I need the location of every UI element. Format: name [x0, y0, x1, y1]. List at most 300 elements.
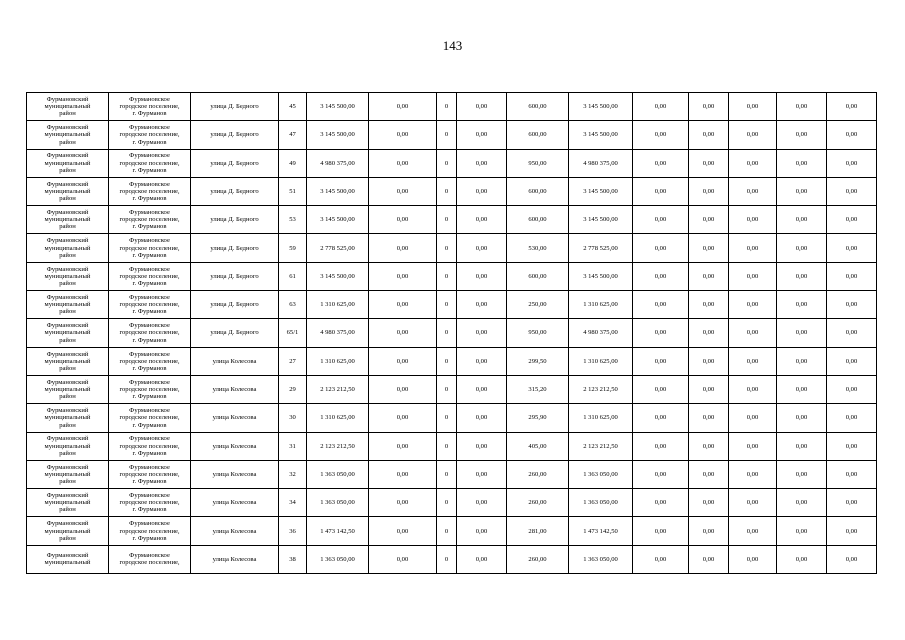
value-cell: 950,00	[507, 149, 569, 177]
settlement-text: городское поселение,	[119, 103, 180, 111]
value-cell: 0,00	[457, 319, 507, 347]
district-text: муниципальный	[44, 244, 91, 252]
value-cell: 0,00	[777, 375, 827, 403]
house-cell: 61	[279, 262, 307, 290]
house-cell: 65/1	[279, 319, 307, 347]
value-cell: 0,00	[457, 545, 507, 573]
street-cell: улица Д. Бедного	[191, 291, 279, 319]
value-cell: 0,00	[457, 432, 507, 460]
value-cell: 1 363 050,00	[569, 545, 633, 573]
settlement-text: городское поселение,	[119, 414, 180, 422]
value-cell: 0,00	[827, 347, 877, 375]
settlement-text: Фурмановское	[129, 407, 170, 415]
value-cell: 0	[437, 93, 457, 121]
district-cell	[27, 545, 109, 573]
street-cell: улица Д. Бедного	[191, 177, 279, 205]
value-cell: 0,00	[457, 375, 507, 403]
settlement-text: городское поселение,	[119, 442, 180, 450]
value-cell: 0,00	[689, 149, 729, 177]
district-cell	[27, 319, 109, 347]
settlement-cell	[109, 206, 191, 234]
value-cell: 0,00	[633, 347, 689, 375]
value-cell: 0,00	[729, 432, 777, 460]
table-row	[27, 404, 877, 432]
value-cell: 0,00	[689, 262, 729, 290]
settlement-cell	[109, 347, 191, 375]
value-cell: 4 980 375,00	[307, 319, 369, 347]
value-cell: 0,00	[777, 489, 827, 517]
value-cell: 0	[437, 319, 457, 347]
settlement-text: городское поселение,	[119, 187, 180, 195]
value-cell: 0,00	[457, 206, 507, 234]
value-cell: 3 145 500,00	[307, 262, 369, 290]
value-cell: 0,00	[777, 149, 827, 177]
settlement-text: городское поселение,	[119, 159, 180, 167]
value-cell: 1 363 050,00	[307, 460, 369, 488]
value-cell: 4 980 375,00	[569, 319, 633, 347]
district-text: Фурмановский	[46, 552, 89, 560]
value-cell: 260,00	[507, 489, 569, 517]
value-cell: 1 310 625,00	[569, 347, 633, 375]
value-cell: 0,00	[457, 291, 507, 319]
value-cell: 0	[437, 460, 457, 488]
value-cell: 405,00	[507, 432, 569, 460]
settlement-text: г. Фурманов	[132, 506, 167, 514]
value-cell: 0,00	[777, 206, 827, 234]
district-cell	[27, 206, 109, 234]
value-cell: 260,00	[507, 460, 569, 488]
district-text: Фурмановский	[46, 237, 89, 245]
district-cell	[27, 149, 109, 177]
table-row	[27, 234, 877, 262]
value-cell: 0,00	[777, 347, 827, 375]
table-row	[27, 149, 877, 177]
value-cell: 2 123 212,50	[569, 375, 633, 403]
house-cell: 27	[279, 347, 307, 375]
settlement-text: Фурмановское	[129, 322, 170, 330]
value-cell: 0,00	[633, 291, 689, 319]
table-row	[27, 545, 877, 573]
value-cell: 0,00	[633, 234, 689, 262]
settlement-cell	[109, 432, 191, 460]
value-cell: 0,00	[729, 545, 777, 573]
district-text: муниципальный	[44, 103, 91, 111]
value-cell: 1 363 050,00	[569, 460, 633, 488]
district-text: Фурмановский	[46, 152, 89, 160]
settlement-text: г. Фурманов	[132, 280, 167, 288]
district-text: Фурмановский	[46, 492, 89, 499]
settlement-text: Фурмановское	[129, 378, 170, 386]
house-cell: 51	[279, 177, 307, 205]
value-cell: 0,00	[777, 177, 827, 205]
street-cell: улица Д. Бедного	[191, 319, 279, 347]
settlement-text: городское поселение,	[119, 216, 180, 224]
settlement-text: г. Фурманов	[132, 449, 167, 457]
table-row	[27, 206, 877, 234]
district-cell	[27, 432, 109, 460]
value-cell: 0,00	[457, 517, 507, 545]
district-text: муниципальный	[44, 301, 91, 309]
data-table	[26, 92, 877, 574]
settlement-text: Фурмановское	[129, 435, 170, 443]
value-cell: 1 363 050,00	[307, 489, 369, 517]
value-cell: 0,00	[689, 347, 729, 375]
settlement-cell	[109, 262, 191, 290]
district-text: муниципальный	[44, 357, 91, 365]
settlement-text: г. Фурманов	[132, 336, 167, 344]
value-cell: 0,00	[827, 460, 877, 488]
settlement-cell	[109, 149, 191, 177]
value-cell: 0,00	[457, 149, 507, 177]
table-row	[27, 262, 877, 290]
settlement-cell	[109, 93, 191, 121]
district-cell	[27, 404, 109, 432]
value-cell: 0,00	[777, 404, 827, 432]
value-cell: 0,00	[689, 517, 729, 545]
settlement-text: Фурмановское	[129, 152, 170, 160]
district-text: район	[59, 478, 76, 486]
value-cell: 0,00	[689, 460, 729, 488]
settlement-text: городское поселение,	[119, 244, 180, 252]
settlement-text: г. Фурманов	[132, 478, 167, 486]
value-cell: 3 145 500,00	[307, 121, 369, 149]
value-cell: 0	[437, 206, 457, 234]
value-cell: 0,00	[633, 545, 689, 573]
settlement-text: городское поселение,	[119, 470, 180, 478]
settlement-text: Фурмановское	[129, 552, 170, 560]
value-cell: 0,00	[369, 291, 437, 319]
settlement-cell	[109, 375, 191, 403]
value-cell: 0,00	[689, 319, 729, 347]
value-cell: 0,00	[369, 489, 437, 517]
value-cell: 0,00	[633, 121, 689, 149]
value-cell: 0	[437, 234, 457, 262]
street-cell: улица Колесова	[191, 460, 279, 488]
value-cell: 0,00	[633, 375, 689, 403]
value-cell: 0,00	[777, 432, 827, 460]
house-cell: 63	[279, 291, 307, 319]
value-cell: 0,00	[369, 545, 437, 573]
value-cell: 0	[437, 545, 457, 573]
table-row	[27, 177, 877, 205]
value-cell: 0,00	[369, 404, 437, 432]
value-cell: 3 145 500,00	[307, 206, 369, 234]
value-cell: 0,00	[369, 121, 437, 149]
value-cell: 0,00	[827, 177, 877, 205]
district-cell	[27, 375, 109, 403]
district-text: район	[59, 251, 76, 259]
value-cell: 0,00	[369, 149, 437, 177]
value-cell: 0,00	[369, 234, 437, 262]
value-cell: 0	[437, 432, 457, 460]
value-cell: 0,00	[729, 291, 777, 319]
value-cell: 0,00	[777, 319, 827, 347]
district-text: муниципальный	[44, 499, 91, 507]
house-cell: 30	[279, 404, 307, 432]
street-cell: улица Колесова	[191, 517, 279, 545]
settlement-text: Фурмановское	[129, 237, 170, 245]
value-cell: 0,00	[689, 432, 729, 460]
value-cell: 299,50	[507, 347, 569, 375]
settlement-cell	[109, 517, 191, 545]
value-cell: 0,00	[827, 545, 877, 573]
page-number: 143	[442, 38, 463, 53]
value-cell: 250,00	[507, 291, 569, 319]
settlement-text: городское поселение,	[119, 527, 180, 535]
district-cell	[27, 262, 109, 290]
district-text: район	[59, 138, 76, 146]
value-cell: 0,00	[457, 347, 507, 375]
value-cell: 0	[437, 404, 457, 432]
value-cell: 0,00	[689, 489, 729, 517]
value-cell: 0,00	[729, 489, 777, 517]
value-cell: 0,00	[369, 206, 437, 234]
street-cell: улица Колесова	[191, 404, 279, 432]
value-cell: 600,00	[507, 262, 569, 290]
value-cell: 0	[437, 121, 457, 149]
value-cell: 0,00	[633, 432, 689, 460]
value-cell: 0,00	[369, 375, 437, 403]
value-cell: 0,00	[457, 262, 507, 290]
value-cell: 950,00	[507, 319, 569, 347]
value-cell: 0,00	[729, 375, 777, 403]
value-cell: 0,00	[729, 206, 777, 234]
district-text: Фурмановский	[46, 322, 89, 330]
value-cell: 0,00	[457, 234, 507, 262]
value-cell: 530,00	[507, 234, 569, 262]
settlement-cell	[109, 404, 191, 432]
district-text: Фурмановский	[46, 463, 89, 471]
value-cell: 0,00	[689, 545, 729, 573]
street-cell: улица Колесова	[191, 489, 279, 517]
settlement-text: г. Фурманов	[132, 195, 167, 203]
value-cell: 0,00	[777, 262, 827, 290]
value-cell: 0,00	[827, 404, 877, 432]
district-text: Фурмановский	[46, 378, 89, 386]
settlement-text: г. Фурманов	[132, 534, 167, 542]
district-text: муниципальный	[44, 527, 91, 535]
district-text: муниципальный	[44, 159, 91, 167]
table-body	[27, 93, 877, 574]
value-cell: 0,00	[827, 234, 877, 262]
street-cell: улица Д. Бедного	[191, 121, 279, 149]
value-cell: 0	[437, 291, 457, 319]
value-cell: 0,00	[827, 319, 877, 347]
value-cell: 0,00	[777, 121, 827, 149]
settlement-text: городское поселение,	[119, 272, 180, 280]
house-cell: 34	[279, 489, 307, 517]
settlement-cell	[109, 319, 191, 347]
table-row	[27, 517, 877, 545]
value-cell: 0,00	[633, 517, 689, 545]
value-cell: 0,00	[457, 460, 507, 488]
street-cell: улица Д. Бедного	[191, 234, 279, 262]
settlement-text: городское поселение,	[119, 559, 180, 567]
value-cell: 0,00	[827, 489, 877, 517]
settlement-text: г. Фурманов	[132, 421, 167, 429]
settlement-text: городское поселение,	[119, 386, 180, 394]
settlement-cell	[109, 545, 191, 573]
table-row	[27, 93, 877, 121]
district-text: район	[59, 166, 76, 174]
value-cell: 1 473 142,50	[307, 517, 369, 545]
value-cell: 0,00	[827, 206, 877, 234]
value-cell: 3 145 500,00	[569, 262, 633, 290]
district-text: район	[59, 449, 76, 457]
value-cell: 1 363 050,00	[307, 545, 369, 573]
settlement-text: г. Фурманов	[132, 308, 167, 316]
value-cell: 0,00	[689, 291, 729, 319]
settlement-text: г. Фурманов	[132, 251, 167, 259]
value-cell: 0,00	[457, 177, 507, 205]
district-text: район	[59, 364, 76, 372]
district-text: муниципальный	[44, 272, 91, 280]
value-cell: 0,00	[457, 121, 507, 149]
value-cell: 0,00	[729, 319, 777, 347]
value-cell: 1 310 625,00	[307, 347, 369, 375]
settlement-text: городское поселение,	[119, 329, 180, 337]
district-text: район	[59, 223, 76, 231]
district-text: Фурмановский	[46, 265, 89, 273]
value-cell: 2 778 525,00	[307, 234, 369, 262]
settlement-text: г. Фурманов	[132, 110, 167, 118]
district-text: Фурмановский	[46, 350, 89, 358]
value-cell: 0,00	[827, 375, 877, 403]
value-cell: 260,00	[507, 545, 569, 573]
value-cell: 0,00	[729, 149, 777, 177]
settlement-text: Фурмановское	[129, 350, 170, 358]
value-cell: 0,00	[633, 149, 689, 177]
house-cell: 36	[279, 517, 307, 545]
value-cell: 0	[437, 489, 457, 517]
settlement-text: г. Фурманов	[132, 393, 167, 401]
value-cell: 0,00	[369, 177, 437, 205]
value-cell: 0	[437, 262, 457, 290]
settlement-cell	[109, 177, 191, 205]
district-text: район	[59, 195, 76, 203]
value-cell: 0,00	[827, 432, 877, 460]
value-cell: 1 310 625,00	[307, 291, 369, 319]
value-cell: 3 145 500,00	[569, 121, 633, 149]
house-cell: 29	[279, 375, 307, 403]
value-cell: 0,00	[827, 262, 877, 290]
value-cell: 4 980 375,00	[569, 149, 633, 177]
district-cell	[27, 489, 109, 517]
settlement-text: городское поселение,	[119, 499, 180, 507]
value-cell: 0,00	[457, 404, 507, 432]
district-cell	[27, 121, 109, 149]
value-cell: 0,00	[827, 149, 877, 177]
value-cell: 0,00	[689, 234, 729, 262]
value-cell: 2 123 212,50	[307, 375, 369, 403]
table-row	[27, 319, 877, 347]
district-text: Фурмановский	[46, 95, 89, 103]
settlement-text: городское поселение,	[119, 131, 180, 139]
district-text: район	[59, 280, 76, 288]
value-cell: 0,00	[689, 404, 729, 432]
district-text: район	[59, 336, 76, 344]
value-cell: 0,00	[777, 234, 827, 262]
district-text: район	[59, 534, 76, 542]
value-cell: 0,00	[633, 262, 689, 290]
settlement-cell	[109, 489, 191, 517]
table-row	[27, 121, 877, 149]
value-cell: 0	[437, 517, 457, 545]
district-text: муниципальный	[44, 386, 91, 394]
street-cell: улица Колесова	[191, 432, 279, 460]
settlement-text: г. Фурманов	[132, 138, 167, 146]
settlement-cell	[109, 460, 191, 488]
settlement-text: г. Фурманов	[132, 364, 167, 372]
value-cell: 600,00	[507, 93, 569, 121]
value-cell: 0,00	[729, 460, 777, 488]
value-cell: 0,00	[689, 177, 729, 205]
street-cell: улица Д. Бедного	[191, 206, 279, 234]
house-cell: 47	[279, 121, 307, 149]
value-cell: 0	[437, 347, 457, 375]
settlement-cell	[109, 234, 191, 262]
house-cell: 32	[279, 460, 307, 488]
settlement-text: Фурмановское	[129, 293, 170, 301]
district-text: муниципальный	[44, 470, 91, 478]
value-cell: 1 310 625,00	[569, 291, 633, 319]
district-text: район	[59, 393, 76, 401]
value-cell: 0,00	[633, 177, 689, 205]
value-cell: 0,00	[369, 432, 437, 460]
value-cell: 0,00	[729, 404, 777, 432]
value-cell: 3 145 500,00	[569, 93, 633, 121]
value-cell: 0,00	[777, 291, 827, 319]
settlement-text: городское поселение,	[119, 357, 180, 365]
table-row	[27, 375, 877, 403]
district-text: муниципальный	[44, 442, 91, 450]
settlement-text: Фурмановское	[129, 463, 170, 471]
district-text: район	[59, 308, 76, 316]
house-cell: 49	[279, 149, 307, 177]
settlement-text: городское поселение,	[119, 301, 180, 309]
value-cell: 0,00	[827, 291, 877, 319]
settlement-cell	[109, 291, 191, 319]
value-cell: 0,00	[689, 121, 729, 149]
value-cell: 0,00	[457, 489, 507, 517]
value-cell: 0,00	[633, 489, 689, 517]
house-cell: 38	[279, 545, 307, 573]
value-cell: 0,00	[729, 234, 777, 262]
table-row	[27, 460, 877, 488]
value-cell: 315,20	[507, 375, 569, 403]
value-cell: 600,00	[507, 121, 569, 149]
value-cell: 0,00	[729, 347, 777, 375]
value-cell: 0,00	[827, 93, 877, 121]
value-cell: 0,00	[729, 177, 777, 205]
settlement-text: Фурмановское	[129, 95, 170, 103]
value-cell: 3 145 500,00	[307, 177, 369, 205]
value-cell: 0,00	[777, 545, 827, 573]
value-cell: 600,00	[507, 206, 569, 234]
value-cell: 600,00	[507, 177, 569, 205]
district-text: Фурмановский	[46, 124, 89, 132]
settlement-text: Фурмановское	[129, 492, 170, 499]
district-text: муниципальный	[44, 559, 91, 567]
district-text: Фурмановский	[46, 520, 89, 528]
house-cell: 53	[279, 206, 307, 234]
value-cell: 0,00	[689, 93, 729, 121]
settlement-text: Фурмановское	[129, 265, 170, 273]
value-cell: 0,00	[633, 319, 689, 347]
settlement-text: Фурмановское	[129, 209, 170, 217]
value-cell: 1 310 625,00	[307, 404, 369, 432]
street-cell: улица Д. Бедного	[191, 262, 279, 290]
